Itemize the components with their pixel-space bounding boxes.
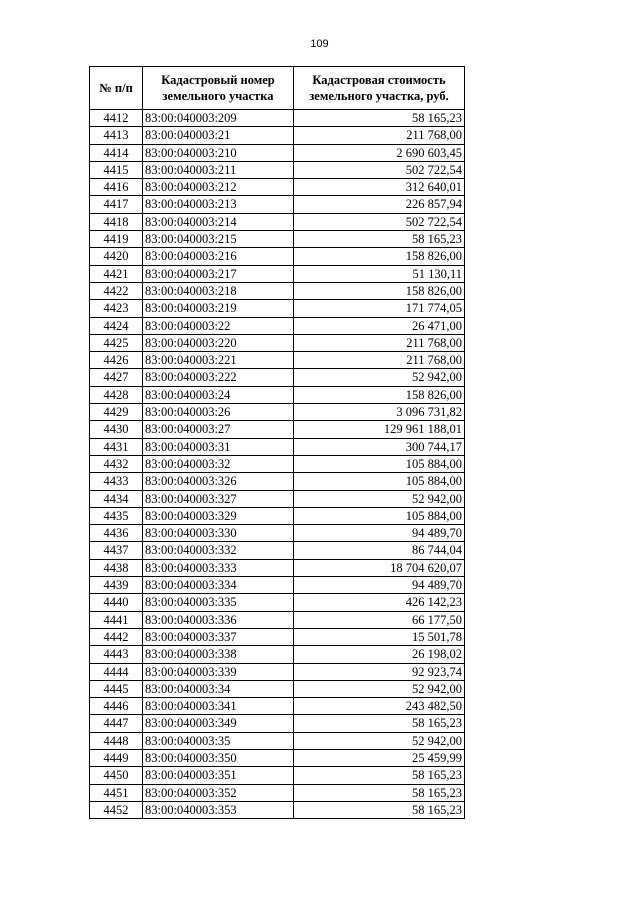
row-number: 4447 [90, 715, 143, 732]
cadastral-number: 83:00:040003:34 [143, 680, 294, 697]
cadastral-value: 58 165,23 [294, 715, 465, 732]
cadastral-value: 226 857,94 [294, 196, 465, 213]
cadastral-number: 83:00:040003:349 [143, 715, 294, 732]
row-number: 4418 [90, 213, 143, 230]
table-row [90, 213, 465, 230]
table-row [90, 282, 465, 299]
cadastral-value: 426 142,23 [294, 594, 465, 611]
table-row [90, 196, 465, 213]
table-row [90, 127, 465, 144]
cadastral-number: 83:00:040003:212 [143, 179, 294, 196]
table-row [90, 265, 465, 282]
table-row [90, 715, 465, 732]
row-number: 4412 [90, 110, 143, 127]
cadastral-value: 300 744,17 [294, 438, 465, 455]
row-number: 4420 [90, 248, 143, 265]
row-number: 4443 [90, 646, 143, 663]
row-number: 4444 [90, 663, 143, 680]
row-number: 4427 [90, 369, 143, 386]
table-row [90, 767, 465, 784]
row-number: 4449 [90, 749, 143, 766]
row-number: 4428 [90, 386, 143, 403]
cadastral-value: 58 165,23 [294, 767, 465, 784]
row-number: 4434 [90, 490, 143, 507]
cadastral-number: 83:00:040003:26 [143, 404, 294, 421]
cadastral-number: 83:00:040003:211 [143, 161, 294, 178]
cadastral-number: 83:00:040003:329 [143, 507, 294, 524]
row-number: 4435 [90, 507, 143, 524]
cadastral-number: 83:00:040003:334 [143, 577, 294, 594]
cadastral-number: 83:00:040003:326 [143, 473, 294, 490]
row-number: 4432 [90, 455, 143, 472]
cadastral-value: 105 884,00 [294, 507, 465, 524]
table-row [90, 300, 465, 317]
cadastral-number: 83:00:040003:21 [143, 127, 294, 144]
row-number: 4416 [90, 179, 143, 196]
header-number: № п/п [90, 67, 143, 110]
table-row [90, 369, 465, 386]
cadastral-value: 105 884,00 [294, 473, 465, 490]
cadastral-number: 83:00:040003:217 [143, 265, 294, 282]
cadastral-number: 83:00:040003:332 [143, 542, 294, 559]
cadastral-number: 83:00:040003:352 [143, 784, 294, 801]
cadastral-value: 158 826,00 [294, 282, 465, 299]
cadastral-number: 83:00:040003:214 [143, 213, 294, 230]
table-row [90, 542, 465, 559]
cadastral-number: 83:00:040003:222 [143, 369, 294, 386]
cadastral-value: 52 942,00 [294, 680, 465, 697]
row-number: 4414 [90, 144, 143, 161]
cadastral-number: 83:00:040003:220 [143, 334, 294, 351]
cadastral-number: 83:00:040003:219 [143, 300, 294, 317]
cadastral-number: 83:00:040003:22 [143, 317, 294, 334]
cadastral-value: 211 768,00 [294, 352, 465, 369]
cadastral-number: 83:00:040003:218 [143, 282, 294, 299]
cadastral-value: 129 961 188,01 [294, 421, 465, 438]
row-number: 4439 [90, 577, 143, 594]
cadastral-value: 502 722,54 [294, 213, 465, 230]
row-number: 4431 [90, 438, 143, 455]
cadastral-number: 83:00:040003:353 [143, 801, 294, 818]
row-number: 4413 [90, 127, 143, 144]
table-row [90, 559, 465, 576]
row-number: 4448 [90, 732, 143, 749]
page-number: 109 [310, 38, 329, 50]
cadastral-value: 26 198,02 [294, 646, 465, 663]
cadastral-number: 83:00:040003:24 [143, 386, 294, 403]
table-row [90, 698, 465, 715]
row-number: 4430 [90, 421, 143, 438]
table-row [90, 404, 465, 421]
cadastral-value: 171 774,05 [294, 300, 465, 317]
cadastral-number: 83:00:040003:327 [143, 490, 294, 507]
cadastral-value: 52 942,00 [294, 732, 465, 749]
cadastral-value: 211 768,00 [294, 127, 465, 144]
row-number: 4446 [90, 698, 143, 715]
table-row [90, 386, 465, 403]
cadastral-number: 83:00:040003:337 [143, 628, 294, 645]
cadastral-value: 58 165,23 [294, 110, 465, 127]
row-number: 4419 [90, 231, 143, 248]
table-row [90, 455, 465, 472]
table-row [90, 248, 465, 265]
row-number: 4429 [90, 404, 143, 421]
cadastral-number: 83:00:040003:213 [143, 196, 294, 213]
row-number: 4441 [90, 611, 143, 628]
table-row [90, 421, 465, 438]
table-row [90, 161, 465, 178]
table-row [90, 144, 465, 161]
table-row [90, 680, 465, 697]
table-row [90, 352, 465, 369]
cadastral-number: 83:00:040003:341 [143, 698, 294, 715]
cadastral-number: 83:00:040003:339 [143, 663, 294, 680]
row-number: 4425 [90, 334, 143, 351]
cadastral-value: 52 942,00 [294, 369, 465, 386]
cadastral-value: 105 884,00 [294, 455, 465, 472]
row-number: 4433 [90, 473, 143, 490]
header-row [90, 67, 465, 110]
row-number: 4415 [90, 161, 143, 178]
cadastral-value: 92 923,74 [294, 663, 465, 680]
cadastral-value: 312 640,01 [294, 179, 465, 196]
table-row [90, 490, 465, 507]
cadastral-value: 15 501,78 [294, 628, 465, 645]
table-row [90, 110, 465, 127]
cadastral-value: 86 744,04 [294, 542, 465, 559]
row-number: 4426 [90, 352, 143, 369]
cadastral-value: 51 130,11 [294, 265, 465, 282]
table-row [90, 663, 465, 680]
cadastral-value: 25 459,99 [294, 749, 465, 766]
table-header [90, 67, 465, 110]
cadastral-number: 83:00:040003:330 [143, 525, 294, 542]
row-number: 4423 [90, 300, 143, 317]
cadastral-number: 83:00:040003:31 [143, 438, 294, 455]
cadastral-number: 83:00:040003:335 [143, 594, 294, 611]
cadastral-value: 58 165,23 [294, 231, 465, 248]
row-number: 4445 [90, 680, 143, 697]
table-row [90, 438, 465, 455]
cadastral-number: 83:00:040003:215 [143, 231, 294, 248]
row-number: 4424 [90, 317, 143, 334]
cadastral-value: 243 482,50 [294, 698, 465, 715]
cadastral-number: 83:00:040003:351 [143, 767, 294, 784]
cadastral-number: 83:00:040003:221 [143, 352, 294, 369]
table-row [90, 611, 465, 628]
cadastral-value: 158 826,00 [294, 386, 465, 403]
row-number: 4421 [90, 265, 143, 282]
table-row [90, 801, 465, 818]
row-number: 4417 [90, 196, 143, 213]
cadastral-value: 52 942,00 [294, 490, 465, 507]
cadastral-value: 158 826,00 [294, 248, 465, 265]
cadastral-number: 83:00:040003:336 [143, 611, 294, 628]
table-row [90, 732, 465, 749]
cadastral-value: 2 690 603,45 [294, 144, 465, 161]
cadastral-number: 83:00:040003:209 [143, 110, 294, 127]
cadastral-value: 3 096 731,82 [294, 404, 465, 421]
header-cadastral-number: Кадастровый номер земельного участка [143, 67, 294, 110]
row-number: 4422 [90, 282, 143, 299]
cadastral-number: 83:00:040003:333 [143, 559, 294, 576]
cadastral-number: 83:00:040003:210 [143, 144, 294, 161]
table-body [90, 110, 465, 819]
cadastral-number: 83:00:040003:216 [143, 248, 294, 265]
cadastral-value: 58 165,23 [294, 784, 465, 801]
table-row [90, 594, 465, 611]
cadastral-value: 18 704 620,07 [294, 559, 465, 576]
table-row [90, 179, 465, 196]
table-row [90, 628, 465, 645]
cadastral-number: 83:00:040003:35 [143, 732, 294, 749]
table-row [90, 334, 465, 351]
cadastral-number: 83:00:040003:27 [143, 421, 294, 438]
table-row [90, 473, 465, 490]
table-row [90, 784, 465, 801]
cadastral-value: 26 471,00 [294, 317, 465, 334]
row-number: 4450 [90, 767, 143, 784]
cadastral-number: 83:00:040003:32 [143, 455, 294, 472]
cadastral-value: 94 489,70 [294, 525, 465, 542]
row-number: 4436 [90, 525, 143, 542]
cadastral-number: 83:00:040003:338 [143, 646, 294, 663]
table-row [90, 507, 465, 524]
table-row [90, 577, 465, 594]
table-row [90, 749, 465, 766]
cadastral-value: 58 165,23 [294, 801, 465, 818]
row-number: 4438 [90, 559, 143, 576]
row-number: 4452 [90, 801, 143, 818]
cadastral-value: 66 177,50 [294, 611, 465, 628]
table-row [90, 525, 465, 542]
cadastral-table [89, 66, 465, 819]
row-number: 4442 [90, 628, 143, 645]
table-row [90, 231, 465, 248]
header-cadastral-value: Кадастровая стоимость земельного участка, руб. [294, 67, 465, 110]
cadastral-value: 502 722,54 [294, 161, 465, 178]
row-number: 4451 [90, 784, 143, 801]
row-number: 4437 [90, 542, 143, 559]
table-row [90, 317, 465, 334]
table-row [90, 646, 465, 663]
row-number: 4440 [90, 594, 143, 611]
cadastral-number: 83:00:040003:350 [143, 749, 294, 766]
cadastral-value: 94 489,70 [294, 577, 465, 594]
cadastral-value: 211 768,00 [294, 334, 465, 351]
